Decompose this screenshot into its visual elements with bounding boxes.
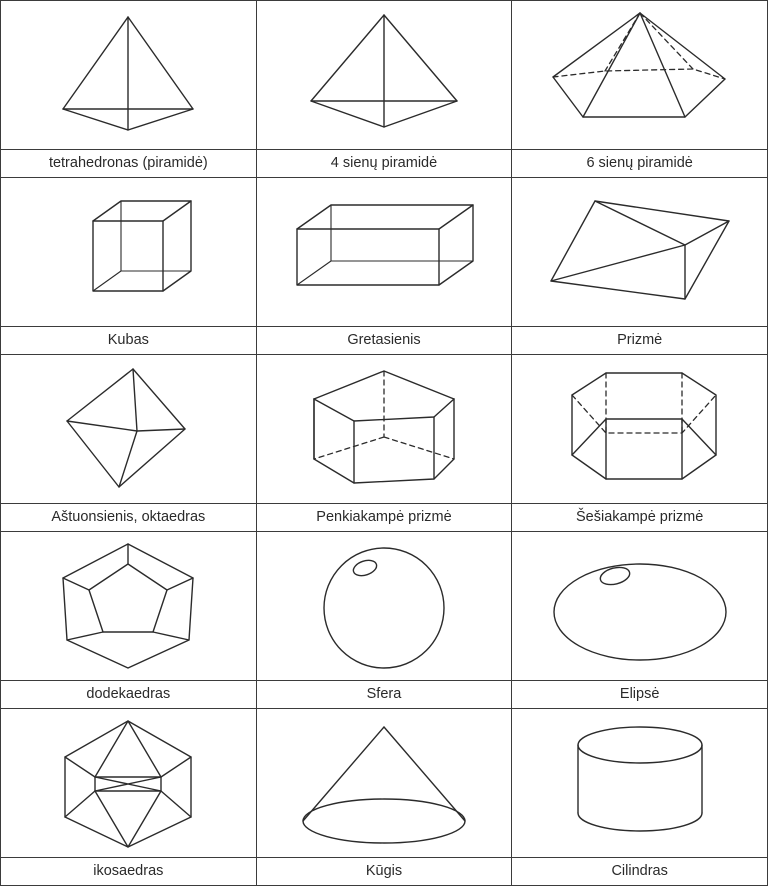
label-octahedron: Aštuonsienis, oktaedras xyxy=(1,504,257,532)
triangular-prism-icon xyxy=(535,187,745,317)
table-row-labels xyxy=(1,327,768,355)
icosahedron-figure xyxy=(1,709,256,857)
figure-cell-sphere xyxy=(256,532,512,681)
label-cube: Kubas xyxy=(1,327,257,355)
hexagonal-prism-icon xyxy=(540,359,740,499)
dodecahedron-icon xyxy=(33,536,223,676)
figure-cell-hexagonal-prism xyxy=(512,355,768,504)
label-pentagonal-prism: Penkiakampė prizmė xyxy=(256,504,512,532)
hexagonal-pyramid-icon xyxy=(535,5,745,145)
pentagonal-prism-icon xyxy=(284,359,484,499)
figure-cell-icosahedron xyxy=(1,709,257,858)
figure-cell-cone xyxy=(256,709,512,858)
figure-cell-cube xyxy=(1,178,257,327)
label-icosahedron: ikosaedras xyxy=(1,858,257,886)
figure-cell-ellipsoid xyxy=(512,532,768,681)
table-row xyxy=(1,355,768,504)
figure-cell-octahedron xyxy=(1,355,257,504)
pentagonal-prism-figure xyxy=(257,355,512,503)
ellipsoid-figure xyxy=(512,532,767,680)
square-pyramid-icon xyxy=(289,5,479,145)
figure-cell-dodecahedron xyxy=(1,532,257,681)
tetrahedron-icon xyxy=(33,5,223,145)
figure-cell-triangular-prism xyxy=(512,178,768,327)
cone-icon xyxy=(279,713,489,853)
hexagonal-prism-figure xyxy=(512,355,767,503)
square-pyramid-figure xyxy=(257,1,512,149)
tetrahedron-figure xyxy=(1,1,256,149)
label-dodecahedron: dodekaedras xyxy=(1,681,257,709)
triangular-prism-figure xyxy=(512,178,767,326)
hexagonal-pyramid-figure xyxy=(512,1,767,149)
cone-figure xyxy=(257,709,512,857)
cube-icon xyxy=(33,187,223,317)
cuboid-icon xyxy=(279,187,489,317)
table-row-labels xyxy=(1,504,768,532)
figure-cell-hexagonal-pyramid xyxy=(512,1,768,150)
table-row-labels xyxy=(1,681,768,709)
label-cone: Kūgis xyxy=(256,858,512,886)
figure-cell-tetrahedron xyxy=(1,1,257,150)
table-row xyxy=(1,709,768,858)
label-sphere: Sfera xyxy=(256,681,512,709)
figure-cell-square-pyramid xyxy=(256,1,512,150)
label-hexagonal-prism: Šešiakampė prizmė xyxy=(512,504,768,532)
figure-cell-cuboid xyxy=(256,178,512,327)
cuboid-figure xyxy=(257,178,512,326)
figure-cell-pentagonal-prism xyxy=(256,355,512,504)
table-row xyxy=(1,1,768,150)
sphere-figure xyxy=(257,532,512,680)
dodecahedron-figure xyxy=(1,532,256,680)
cylinder-figure xyxy=(512,709,767,857)
table-row-labels xyxy=(1,858,768,886)
label-square-pyramid: 4 sienų piramidė xyxy=(256,150,512,178)
label-tetrahedron: tetrahedronas (piramidė) xyxy=(1,150,257,178)
table-row xyxy=(1,178,768,327)
label-hexagonal-pyramid: 6 sienų piramidė xyxy=(512,150,768,178)
icosahedron-icon xyxy=(33,713,223,853)
octahedron-figure xyxy=(1,355,256,503)
label-ellipsoid: Elipsė xyxy=(512,681,768,709)
octahedron-icon xyxy=(33,359,223,499)
cylinder-icon xyxy=(545,713,735,853)
cube-figure xyxy=(1,178,256,326)
label-cylinder: Cilindras xyxy=(512,858,768,886)
ellipsoid-icon xyxy=(535,536,745,676)
sphere-icon xyxy=(289,536,479,676)
table-row-labels xyxy=(1,150,768,178)
table-row xyxy=(1,532,768,681)
label-triangular-prism: Prizmė xyxy=(512,327,768,355)
label-cuboid: Gretasienis xyxy=(256,327,512,355)
figure-cell-cylinder xyxy=(512,709,768,858)
